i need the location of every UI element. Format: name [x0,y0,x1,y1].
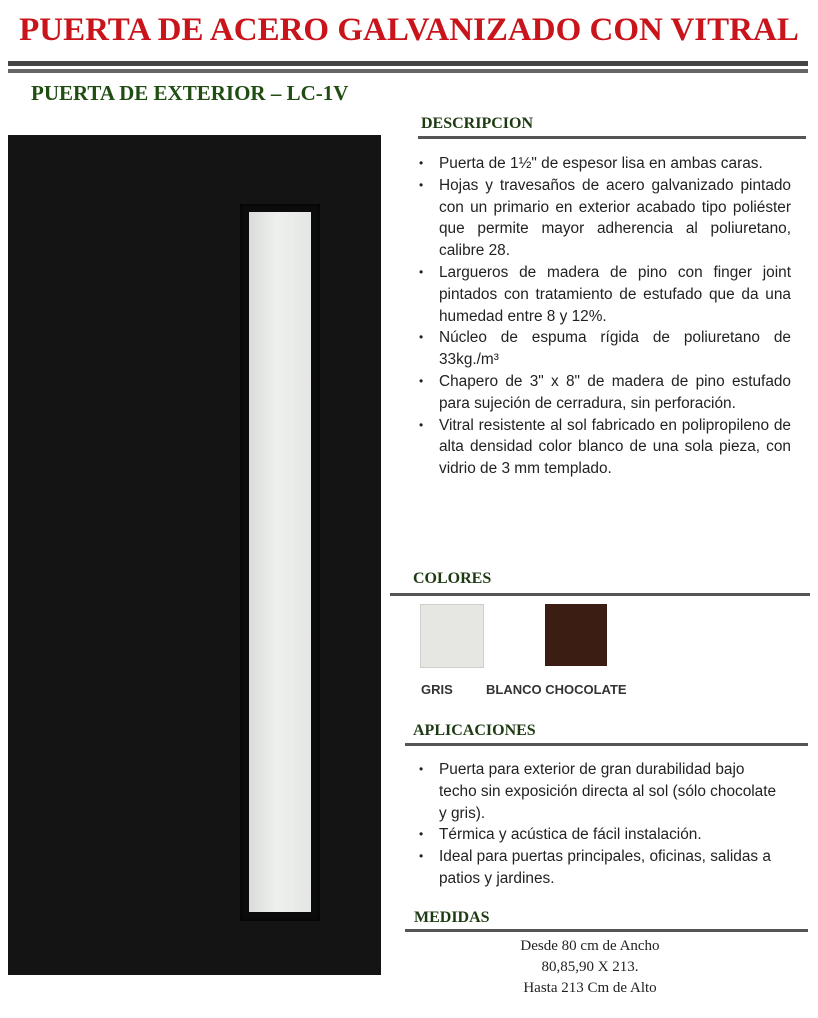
colores-heading: COLORES [413,570,492,587]
colores-divider [390,593,810,596]
list-item: • Puerta de 1½" de espesor lisa en ambas caras. [415,153,791,175]
list-item: • Ideal para puertas principales, oficinas, salidas a patios y jardines. [415,846,785,890]
list-item: • Puerta para exterior de gran durabilidad bajo techo sin exposición directa al sol (sólo chocolate y gris). [415,759,785,824]
door-image [8,135,381,975]
door-window-glass [249,212,311,912]
descripcion-heading: DESCRIPCION [421,115,534,132]
title-divider-thick [8,61,808,66]
title-divider-thin [8,69,808,73]
color-swatch-chocolate [545,604,607,666]
aplicaciones-divider [405,743,808,746]
medidas-line-sizes: 80,85,90 X 213. [541,959,639,975]
list-item: • Hojas y travesaños de acero galvanizado pintado con un primario en exterior acabado tipo poliéster que permite mayor adherencia al poliuretano, calibre 28. [415,175,791,262]
descripcion-divider [418,136,806,139]
aplicaciones-heading: APLICACIONES [413,722,536,739]
product-subtitle: PUERTA DE EXTERIOR – LC-1V [31,81,349,105]
door-window-frame [240,204,320,921]
medidas-line-ancho: Desde 80 cm de Ancho [520,938,660,954]
medidas-text [405,936,775,999]
page-title: PUERTA DE ACERO GALVANIZADO CON VITRAL [19,12,799,48]
color-label-gris: GRIS [421,682,453,697]
list-item: • Largueros de madera de pino con finger joint pintados con tratamiento de estufado que da una humedad entre 8 y 12%. [415,262,791,327]
medidas-heading: MEDIDAS [414,909,490,926]
list-item: • Térmica y acústica de fácil instalación. [415,824,785,846]
descripcion-list [415,153,791,480]
aplicaciones-list [415,759,785,890]
list-item: • Chapero de 3" x 8" de madera de pino estufado para sujeción de cerradura, sin perforación. [415,371,791,415]
medidas-divider [405,929,808,932]
list-item: • Núcleo de espuma rígida de poliuretano de 33kg./m³ [415,327,791,371]
color-label-blanco-chocolate: BLANCO CHOCOLATE [486,682,627,697]
medidas-line-alto: Hasta 213 Cm de Alto [523,980,657,996]
list-item: • Vitral resistente al sol fabricado en polipropileno de alta densidad color blanco de una sola pieza, con vidrio de 3 mm templado. [415,415,791,480]
color-swatch-gris [420,604,484,668]
